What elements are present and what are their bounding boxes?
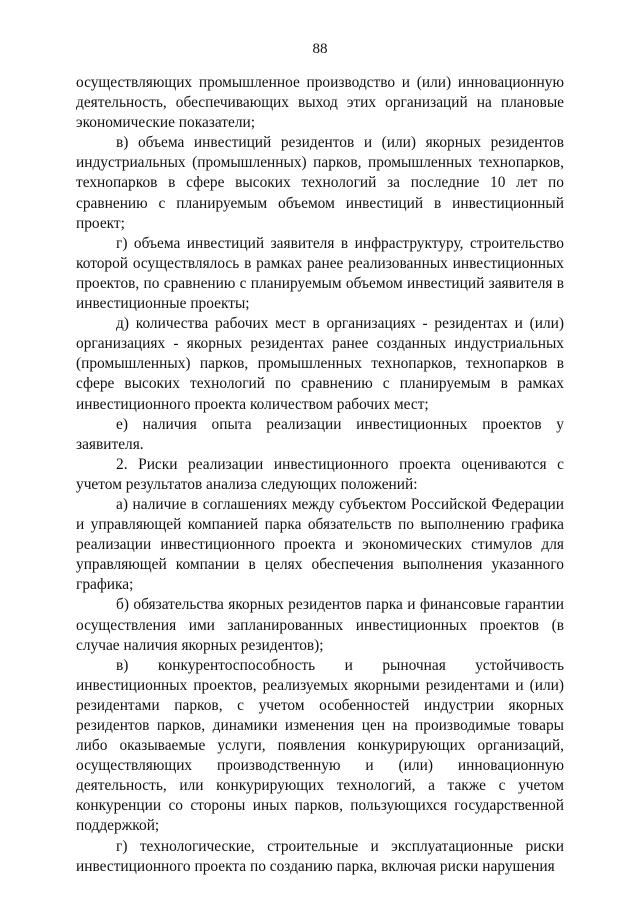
paragraph-continuation: осуществляющих промышленное производство и (или) инновационную деятельность, обеспечивающих выход этих организаций на плановые экономические показатели; — [76, 74, 564, 132]
paragraph-section-2: 2. Риски реализации инвестиционного проекта оцениваются с учетом результатов анализа следующих положений: — [76, 455, 564, 493]
paragraph-item-d: д) количества рабочих мест в организациях - резидентах и (или) организациях - якорных резидентах ранее созданных индустриальных (промышленных) парков, промышленных технопарков, технопарков в сфере высоких технологий по сравнению с планируемым в рамках инвестиционного проекта количеством рабочих мест; — [76, 315, 564, 413]
page-number: 88 — [312, 41, 328, 57]
paragraph-item-v: в) объема инвестиций резидентов и (или) якорных резидентов индустриальных (промышленных) парков, промышленных технопарков, технопарков в сфере высоких технологий за последние 10 лет по сравнению с планируемым объемом инвестиций в инвестиционный проект; — [76, 134, 564, 232]
paragraph-item-g2: г) технологические, строительные и эксплуатационные риски инвестиционного проекта по созданию парка, включая риски нарушения — [76, 837, 564, 875]
paragraph-item-v2: в) конкурентоспособность и рыночная устойчивость инвестиционных проектов, реализуемых якорными резидентами и (или) резидентами парков, с учетом особенностей индустрии якорных резидентов парков, динамики изменения цен на производимые товары либо оказываемые услуги, появления конкурирующих организаций, осуществляющих производственную и (или) инновационную деятельность, или конкурирующих технологий, а также с учетом конкуренции со стороны иных парков, пользующихся государственной поддержкой; — [76, 656, 564, 835]
document-body — [76, 73, 564, 877]
paragraph-item-e: е) наличия опыта реализации инвестиционных проектов у заявителя. — [76, 415, 564, 453]
paragraph-item-b: б) обязательства якорных резидентов парка и финансовые гарантии осуществления ими запланированных инвестиционных проектов (в случае наличия якорных резидентов); — [76, 596, 564, 654]
paragraph-item-g: г) объема инвестиций заявителя в инфраструктуру, строительство которой осуществлялось в рамках ранее реализованных инвестиционных проектов, по сравнению с планируемым объемом инвестиций заявителя в инвестиционные проекты; — [76, 234, 564, 313]
paragraph-item-a: а) наличие в соглашениях между субъектом Российской Федерации и управляющей компанией парка обязательств по выполнению графика реализации инвестиционного проекта и экономических стимулов для управляющей компании в целях обеспечения выполнения указанного графика; — [76, 495, 564, 594]
